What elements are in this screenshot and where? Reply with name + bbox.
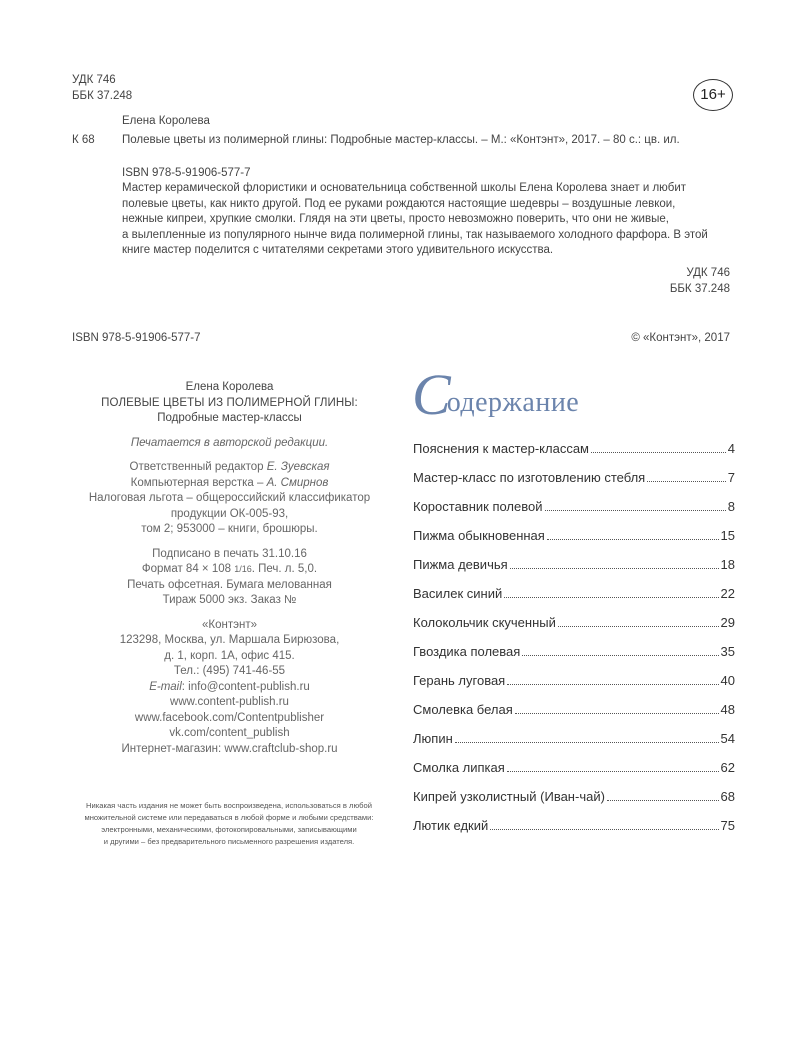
author-mark: К 68 — [72, 134, 95, 146]
imprint-title: ПОЛЕВЫЕ ЦВЕТЫ ИЗ ПОЛИМЕРНОЙ ГЛИНЫ: — [101, 396, 358, 409]
toc-entry[interactable] — [413, 673, 735, 702]
format-label: Формат 84 × 108 — [141, 563, 235, 575]
toc-entry-title: Пижма девичья — [413, 557, 508, 572]
layout-label: Компьютерная верстка – — [130, 476, 267, 489]
toc-entry[interactable] — [413, 702, 735, 731]
editor-line — [72, 460, 387, 476]
annotation-line: а вылепленные из популярного нынче вида полимерной глины, так называемого холодного фарфора. В этой — [122, 228, 708, 241]
toc-entry-title: Смолевка белая — [413, 702, 513, 717]
toc-heading-initial: С — [412, 362, 451, 427]
toc-entry-title: Люпин — [413, 731, 453, 746]
udk-code: УДК 746 — [686, 267, 730, 279]
legal-line: электронными, механическими, фотокопировальными, записывающими — [101, 825, 357, 834]
toc-entry-title: Кипрей узколистный (Иван-чай) — [413, 789, 605, 804]
toc-heading — [412, 362, 580, 427]
toc-leader — [507, 771, 719, 772]
email-address: : info@content-publish.ru — [181, 680, 310, 693]
toc-entry[interactable] — [413, 615, 735, 644]
tax-line: продукции ОК-005-93, — [170, 507, 289, 520]
toc-entry[interactable] — [413, 586, 735, 615]
toc-entry-page: 22 — [720, 586, 735, 601]
bbk-code: ББК 37.248 — [669, 282, 730, 295]
toc-leader — [490, 829, 718, 830]
toc-entry-title: Василек синий — [413, 586, 503, 601]
toc-entry-page: 68 — [720, 789, 735, 804]
annotation — [122, 181, 722, 259]
toc-entry-title: Мастер-класс по изготовлению стебля — [413, 470, 646, 485]
toc-entry[interactable] — [413, 644, 735, 673]
toc-leader — [547, 539, 719, 540]
toc-entry-title: Пояснения к мастер-классам — [413, 441, 589, 456]
isbn-bottom: ISBN 978-5-91906-577-7 — [72, 332, 201, 344]
toc-entry-page: 15 — [720, 528, 735, 543]
imprint-block — [72, 380, 387, 757]
publisher-address: 123298, Москва, ул. Маршала Бирюзова, — [119, 634, 340, 646]
toc-entry[interactable] — [413, 528, 735, 557]
toc-entry-page: 8 — [727, 499, 735, 514]
annotation-line: полевые цветы, как никто другой. Под ее руками рождаются настоящие шедевры – воздушные левкои, — [122, 197, 676, 210]
toc-leader — [607, 800, 719, 801]
shop-line — [72, 742, 387, 758]
toc-heading-rest: одержание — [446, 387, 580, 418]
layout-line — [72, 476, 387, 492]
legal-line: и другими – без предварительного письменного разрешения издателя. — [103, 837, 355, 846]
legal-notice — [76, 800, 382, 848]
toc-entry-page: 29 — [720, 615, 735, 630]
author-name: Елена Королева — [122, 115, 210, 127]
facebook-link[interactable]: www.facebook.com/Contentpublisher — [134, 711, 325, 724]
layout-name: А. Смирнов — [266, 476, 329, 489]
toc-entry-page: 54 — [720, 731, 735, 746]
editor-name: Е. Зуевская — [266, 461, 330, 473]
shop-label: Интернет-магазин: — [121, 742, 225, 755]
toc-entry[interactable] — [413, 818, 735, 847]
toc-entry[interactable] — [413, 789, 735, 818]
toc-entry-page: 7 — [727, 470, 735, 485]
toc-leader — [591, 452, 726, 453]
toc-entry-page: 40 — [720, 673, 735, 688]
annotation-line: нежные кипреи, хрупкие смолки. Глядя на эти цветы, просто невозможно поверить, что они не живые, — [122, 213, 669, 225]
toc-leader — [515, 713, 719, 714]
toc-entry[interactable] — [413, 557, 735, 586]
email-label: E-mail — [149, 680, 182, 693]
toc-entry-title: Смолка липкая — [413, 760, 505, 775]
toc-entry-title: Короставник полевой — [413, 499, 543, 514]
format-sheets: . Печ. л. 5,0. — [251, 563, 318, 575]
copyright: © «Контэнт», 2017 — [631, 332, 730, 344]
format-fraction: 1/16 — [234, 564, 252, 574]
toc-entry-page: 18 — [720, 557, 735, 572]
toc-list — [413, 441, 735, 847]
toc-entry-page: 75 — [720, 818, 735, 833]
toc-leader — [504, 597, 718, 598]
annotation-line: книге мастер поделится с читателями секретами этого удивительного искусства. — [122, 244, 554, 256]
toc-leader — [455, 742, 719, 743]
tax-line: том 2; 953000 – книги, брошюры. — [141, 523, 318, 535]
toc-entry-title: Герань луговая — [413, 673, 506, 688]
toc-entry-page: 4 — [727, 441, 735, 456]
vk-link[interactable]: vk.com/content_publish — [169, 727, 290, 739]
toc-leader — [647, 481, 726, 482]
bbk-code: ББК 37.248 — [72, 89, 133, 102]
toc-entry[interactable] — [413, 470, 735, 499]
toc-leader — [510, 568, 719, 569]
tax-line: Налоговая льгота – общероссийский классификатор — [88, 492, 371, 504]
email-line — [72, 680, 387, 696]
print-type: Печать офсетная. Бумага мелованная — [127, 578, 332, 591]
toc-entry[interactable] — [413, 499, 735, 528]
toc-entry-page: 48 — [720, 702, 735, 717]
toc-entry[interactable] — [413, 731, 735, 760]
annotation-line: Мастер керамической флористики и основательница собственной школы Елена Королева знает и любит — [122, 182, 687, 194]
bibliographic-description: Полевые цветы из полимерной глины: Подробные мастер-классы. – М.: «Контэнт», 2017. – 80 с.: цв. ил. — [122, 134, 680, 146]
shop-link[interactable]: www.craftclub-shop.ru — [224, 742, 338, 755]
udk-block-top — [72, 73, 132, 104]
edition-note: Печатается в авторской редакции. — [130, 436, 329, 449]
circulation: Тираж 5000 экз. Заказ № — [162, 594, 297, 606]
toc-leader — [507, 684, 718, 685]
toc-entry-title: Колокольчик скученный — [413, 615, 556, 630]
website-link[interactable]: www.content-publish.ru — [170, 696, 289, 708]
editor-label: Ответственный редактор — [129, 461, 267, 473]
toc-entry[interactable] — [413, 760, 735, 789]
signed-date: Подписано в печать 31.10.16 — [152, 547, 307, 560]
toc-leader — [545, 510, 726, 511]
toc-entry[interactable] — [413, 441, 735, 470]
toc-entry-page: 62 — [720, 760, 735, 775]
imprint-author: Елена Королева — [185, 381, 274, 393]
isbn-top: ISBN 978-5-91906-577-7 — [122, 167, 251, 179]
publisher-phone: Тел.: (495) 741-46-55 — [173, 665, 286, 677]
publisher-address: д. 1, корп. 1А, офис 415. — [164, 649, 295, 662]
toc-entry-page: 35 — [720, 644, 735, 659]
format-line — [72, 562, 387, 578]
toc-leader — [522, 655, 718, 656]
legal-line: множительной системе или передаваться в любой форме и любыми средствами: — [84, 813, 374, 822]
publisher-name: «Контэнт» — [202, 618, 257, 631]
toc-entry-title: Пижма обыкновенная — [413, 528, 545, 543]
toc-entry-title: Лютик едкий — [413, 818, 489, 833]
legal-line: Никакая часть издания не может быть воспроизведена, использоваться в любой — [86, 801, 372, 810]
udk-block-bottom — [560, 266, 730, 297]
toc-leader — [558, 626, 719, 627]
imprint-subtitle: Подробные мастер-классы — [157, 412, 302, 424]
udk-code: УДК 746 — [72, 74, 116, 86]
toc-entry-title: Гвоздика полевая — [413, 644, 521, 659]
age-rating-badge: 16+ — [693, 79, 733, 111]
